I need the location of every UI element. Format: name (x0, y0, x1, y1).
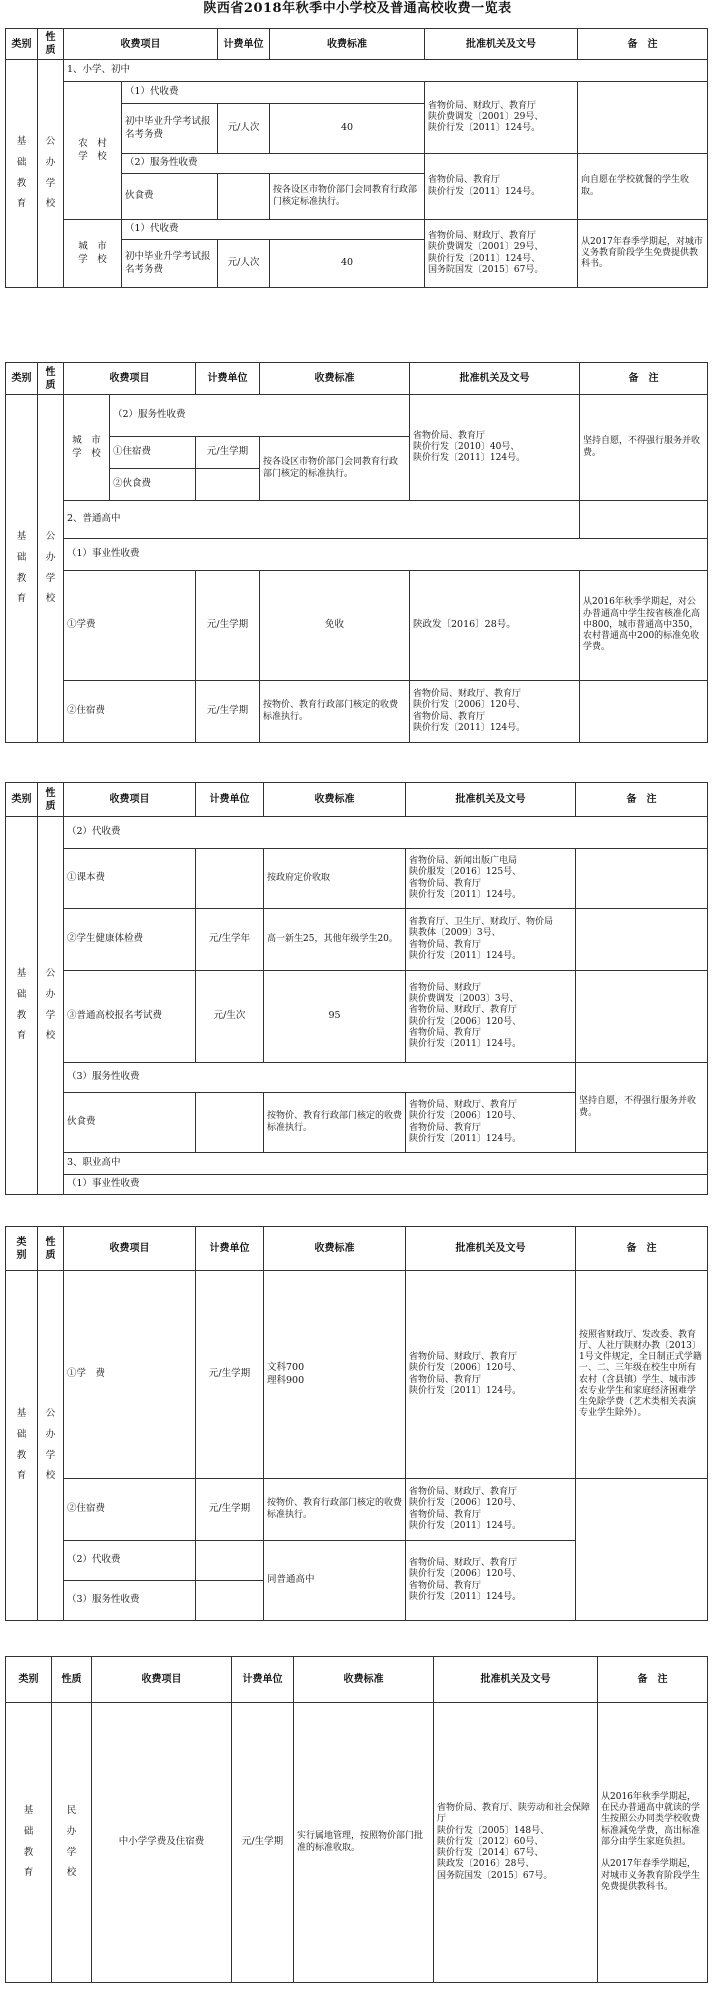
tuition-note: 按照省财政厅、发改委、教育厅、人社厅陕财办教〔2013〕1号文件规定，全日制正式学籍一、二、三年级在校生中所有农村（含县镇）学生、城市涉农专业学生和家庭经济困难学生免除学费（艺术类相关表演专业学生除外）。 (576, 1271, 708, 1479)
header-item: 收费项目 (64, 783, 196, 817)
meal-unit-empty (196, 1093, 264, 1153)
urban-service-doc: 省物价局、教育厅 陕价行发〔2010〕40号、 陕价行发〔2011〕124号。 (410, 395, 580, 501)
lodging-unit: 元/生学期 (196, 437, 260, 469)
lodging2-unit: 元/生学期 (196, 681, 260, 743)
rural-note-empty (578, 82, 708, 154)
meal-unit-empty (196, 469, 260, 501)
header-note: 备 注 (598, 1657, 708, 1703)
private-unit: 元/生学期 (232, 1703, 294, 1983)
header-category: 类别 (6, 363, 38, 395)
meal-standard: 按各设区市物价部门会同教育行政部门核定标准执行。 (270, 174, 425, 220)
exam-note-empty (576, 971, 708, 1063)
textbook-note-empty (576, 849, 708, 909)
nature-public: 公 办 学 校 (38, 817, 64, 1195)
meal-doc: 省物价局、教育厅 陕价行发〔2011〕124号。 (425, 154, 578, 220)
urban-note: 从2017年春季学期起，对城市义务教育阶段学生免费提供教科书。 (578, 220, 708, 288)
tuition-unit: 元/生学期 (196, 1271, 264, 1479)
textbook-doc: 省物价局、新闻出版广电局 陕价服发〔2016〕125号、 省物价局、教育厅 陕价行发〔2011〕124号。 (406, 849, 576, 909)
nature-public: 公 办 学 校 (38, 60, 64, 288)
header-standard: 收费标准 (264, 783, 406, 817)
private-item: 中小学学费及住宿费 (92, 1703, 232, 1983)
category-basic-edu: 基 础 教 育 (6, 817, 38, 1195)
fee-table-3 (5, 782, 708, 1195)
header-category: 类 别 (6, 1227, 38, 1271)
exam-label: ③普通高校报名考试费 (64, 971, 196, 1063)
private-doc: 省物价局、教育厅、陕劳动和社会保障厅 陕价行发〔2005〕148号、 陕价行发〔2012〕60号、 陕价行发〔2014〕67号、 陕政发〔2016〕28号、 国务院国发〔2015〕67号。 (434, 1703, 598, 1983)
high-career: （1）事业性收费 (64, 539, 708, 571)
header-note: 备 注 (576, 783, 708, 817)
tuition-label: ①学费 (64, 571, 196, 681)
meal-note: 向自愿在学校就餐的学生收取。 (578, 154, 708, 220)
header-standard: 收费标准 (270, 29, 425, 60)
daishou-unit-empty (196, 1541, 264, 1581)
tuition-standard: 文科700 理科900 (264, 1271, 406, 1479)
health-standard: 高一新生25，其他年级学生20。 (264, 909, 406, 971)
lodging2-label: ②住宿费 (64, 681, 196, 743)
section-vocational: 3、职业高中 (64, 1153, 708, 1175)
fee-table-5 (5, 1656, 708, 1983)
header-standard: 收费标准 (264, 1227, 406, 1271)
header-nature: 性 质 (38, 1227, 64, 1271)
header-category: 类别 (6, 29, 38, 60)
service-label: （3）服务性收费 (64, 1581, 196, 1621)
exam-fee-unit: 元/人次 (218, 104, 270, 154)
tuition-standard: 免收 (260, 571, 410, 681)
urban-school: 城 市 学 校 (64, 395, 110, 501)
header-doc: 批准机关及文号 (406, 783, 576, 817)
header-unit: 计费单位 (232, 1657, 294, 1703)
meal-label: 伙食费 (64, 1093, 196, 1153)
header-nature: 性质 (52, 1657, 92, 1703)
meal-unit-empty (218, 174, 270, 220)
tuition-doc: 陕政发〔2016〕28号。 (410, 571, 580, 681)
header-unit: 计费单位 (196, 363, 260, 395)
private-note: 从2016年秋季学期起，在民办普通高中就读的学生按照公办同类学校收费标准减免学费，高出标准部分由学生家庭负担。 从2017年春季学期起，对城市义务教育阶段学生免费提供教科书。 (598, 1703, 708, 1983)
rural-school: 农 村 学 校 (64, 82, 122, 220)
service-note: 坚持自愿，不得强行服务并收费。 (576, 1063, 708, 1153)
exam-unit: 元/生次 (196, 971, 264, 1063)
meal-standard: 按物价、教育行政部门核定的收费标准执行。 (264, 1093, 406, 1153)
header-category: 类别 (6, 1657, 52, 1703)
lodging-label: ①住宿费 (110, 437, 196, 469)
urban-school: 城 市 学 校 (64, 220, 122, 288)
exam-fee-label-2: 初中毕业升学考试报名考务费 (122, 240, 218, 288)
header-unit: 计费单位 (218, 29, 270, 60)
category-basic-edu: 基 础 教 育 (6, 1703, 52, 1983)
fee-table-4 (5, 1226, 708, 1621)
textbook-unit-empty (196, 849, 264, 909)
urban-daishou: （1）代收费 (122, 220, 425, 240)
health-unit: 元/生学年 (196, 909, 264, 971)
header-item: 收费项目 (64, 1227, 196, 1271)
health-note-empty (576, 909, 708, 971)
nature-private: 民 办 学 校 (52, 1703, 92, 1983)
header-category: 类别 (6, 783, 38, 817)
meal-label: 伙食费 (122, 174, 218, 220)
page-title: 陕西省2018年秋季中小学校及普通高校收费一览表 (203, 1, 512, 16)
tuition-doc: 省物价局、财政厅、教育厅 陕价行发〔2006〕120号、 省物价局、教育厅 陕价行发〔2011〕124号。 (406, 1271, 576, 1479)
service-label: （3）服务性收费 (64, 1063, 576, 1093)
lodging-doc: 省物价局、财政厅、教育厅 陕价行发〔2006〕120号、 省物价局、教育厅 陕价行发〔2011〕124号。 (406, 1479, 576, 1541)
header-item: 收费项目 (92, 1657, 232, 1703)
header-doc: 批准机关及文号 (425, 29, 578, 60)
lodging-standard: 按各设区市物价部门会同教育行政部门核定的标准执行。 (260, 437, 410, 501)
service-unit-empty (196, 1581, 264, 1621)
daishou-label: （2）代收费 (64, 817, 708, 849)
header-doc: 批准机关及文号 (434, 1657, 598, 1703)
header-item: 收费项目 (64, 29, 218, 60)
lodging-unit: 元/生学期 (196, 1479, 264, 1541)
urban-service: （2）服务性收费 (110, 395, 410, 437)
exam-fee-unit-2: 元/人次 (218, 240, 270, 288)
high-note-empty (580, 501, 708, 539)
fee-table-2 (5, 362, 708, 743)
lodging2-note-empty (580, 681, 708, 743)
header-standard: 收费标准 (260, 363, 410, 395)
fee-table-1 (5, 28, 708, 288)
header-nature: 性质 (38, 363, 64, 395)
header-nature: 性质 (38, 783, 64, 817)
exam-fee-value-2: 40 (270, 240, 425, 288)
exam-fee-value: 40 (270, 104, 425, 154)
header-unit: 计费单位 (196, 783, 264, 817)
header-note: 备 注 (576, 1227, 708, 1271)
header-note: 备 注 (578, 29, 708, 60)
textbook-label: ①课本费 (64, 849, 196, 909)
textbook-standard: 按政府定价收取 (264, 849, 406, 909)
nature-public: 公 办 学 校 (38, 395, 64, 743)
daishou-doc: 省物价局、财政厅、教育厅 陕价行发〔2006〕120号、 省物价局、教育厅 陕价行发〔2011〕124号。 (406, 1541, 576, 1621)
tuition-label: ①学 费 (64, 1271, 196, 1479)
exam-doc: 省物价局、财政厅 陕价费调发〔2003〕3号、 省物价局、财政厅、教育厅 陕价行发〔2006〕120号、 省物价局、教育厅 陕价行发〔2011〕124号。 (406, 971, 576, 1063)
header-doc: 批准机关及文号 (410, 363, 580, 395)
same-as-high: 同普通高中 (264, 1541, 406, 1621)
header-nature: 性质 (38, 29, 64, 60)
header-doc: 批准机关及文号 (406, 1227, 576, 1271)
header-note: 备 注 (580, 363, 708, 395)
urban-service-note: 坚持自愿，不得强行服务并收费。 (580, 395, 708, 501)
exam-fee-label: 初中毕业升学考试报名考务费 (122, 104, 218, 154)
nature-public: 公 办 学 校 (38, 1271, 64, 1621)
lodging2-standard: 按物价、教育行政部门核定的收费标准执行。 (260, 681, 410, 743)
exam-standard: 95 (264, 971, 406, 1063)
header-unit: 计费单位 (196, 1227, 264, 1271)
health-label: ②学生健康体检费 (64, 909, 196, 971)
section-high: 2、普通高中 (64, 501, 580, 539)
vocational-career: （1）事业性收费 (64, 1175, 708, 1195)
category-basic-edu: 基 础 教 育 (6, 395, 38, 743)
private-standard: 实行属地管理，按照物价部门批准的标准收取。 (294, 1703, 434, 1983)
header-item: 收费项目 (64, 363, 196, 395)
section-primary: 1、小学、初中 (64, 60, 708, 82)
rural-doc: 省物价局、财政厅、教育厅 陕价费调发〔2001〕29号、 陕价行发〔2011〕124号。 (425, 82, 578, 154)
category-basic-edu: 基 础 教 育 (6, 60, 38, 288)
lodging2-doc: 省物价局、财政厅、教育厅 陕价行发〔2006〕120号、 省物价局、教育厅 陕价行发〔2011〕124号。 (410, 681, 580, 743)
meal-doc: 省物价局、财政厅、教育厅 陕价行发〔2006〕120号、 省物价局、教育厅 陕价行发〔2011〕124号。 (406, 1093, 576, 1153)
daishou-label: （2）代收费 (64, 1541, 196, 1581)
category-basic-edu: 基 础 教 育 (6, 1271, 38, 1621)
tuition-unit: 元/生学期 (196, 571, 260, 681)
rural-daishou: （1）代收费 (122, 82, 425, 104)
meal-label: ②伙食费 (110, 469, 196, 501)
rural-service: （2）服务性收费 (122, 154, 425, 174)
note-empty (576, 1479, 708, 1621)
health-doc: 省教育厅、卫生厅、财政厅、物价局 陕教体〔2009〕3号、 省物价局、教育厅 陕价行发〔2011〕124号。 (406, 909, 576, 971)
header-standard: 收费标准 (294, 1657, 434, 1703)
tuition-note: 从2016年秋季学期起，对公办普通高中学生按省核准化高中800，城市普通高中350，农村普通高中200的标准免收学费。 (580, 571, 708, 681)
lodging-standard: 按物价、教育行政部门核定的收费标准执行。 (264, 1479, 406, 1541)
urban-doc: 省物价局、财政厅、教育厅 陕价费调发〔2001〕29号、 陕价行发〔2011〕124号、 国务院国发〔2015〕67号。 (425, 220, 578, 288)
lodging-label: ②住宿费 (64, 1479, 196, 1541)
